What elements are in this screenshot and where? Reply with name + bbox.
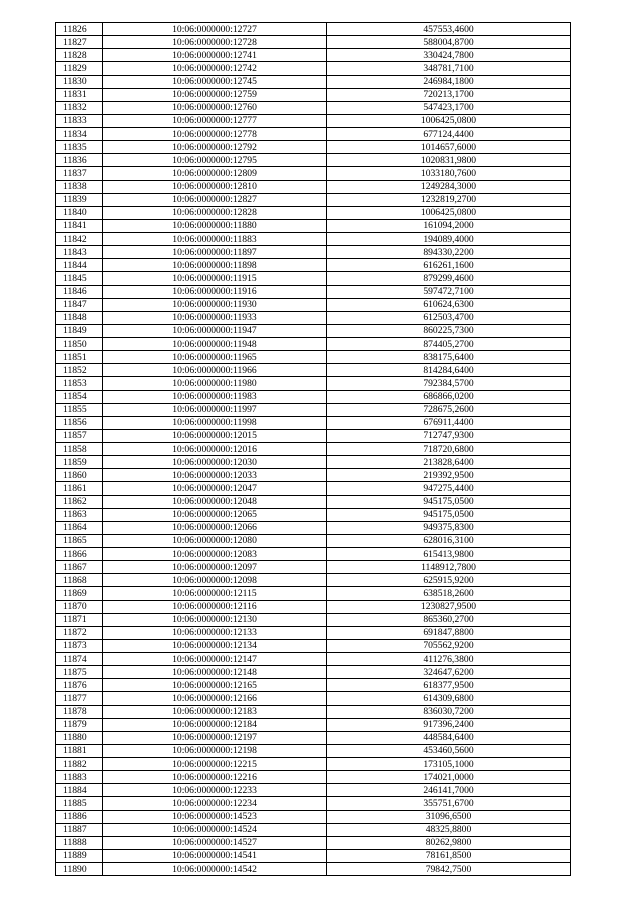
table-row: [56, 206, 571, 219]
table-row: [56, 259, 571, 272]
table-row: [56, 351, 571, 364]
value-cell: 894330,2200: [327, 246, 571, 259]
cadastral-number-cell: 10:06:0000000:11916: [103, 285, 327, 298]
table-row: [56, 771, 571, 784]
value-cell: 174021,0000: [327, 771, 571, 784]
value-cell: 246984,1800: [327, 75, 571, 88]
value-cell: 949375,8300: [327, 521, 571, 534]
value-cell: 1033180,7600: [327, 167, 571, 180]
row-number-cell: 11882: [56, 758, 103, 771]
row-number-cell: 11866: [56, 548, 103, 561]
cadastral-number-cell: 10:06:0000000:12048: [103, 495, 327, 508]
row-number-cell: 11890: [56, 863, 103, 876]
row-number-cell: 11876: [56, 679, 103, 692]
table-row: [56, 233, 571, 246]
value-cell: 625915,9200: [327, 574, 571, 587]
cadastral-number-cell: 10:06:0000000:12215: [103, 758, 327, 771]
row-number-cell: 11834: [56, 128, 103, 141]
row-number-cell: 11841: [56, 219, 103, 232]
value-cell: 618377,9500: [327, 679, 571, 692]
value-cell: 676911,4400: [327, 416, 571, 429]
value-cell: 330424,7800: [327, 49, 571, 62]
value-cell: 1006425,0800: [327, 114, 571, 127]
cadastral-number-cell: 10:06:0000000:12148: [103, 666, 327, 679]
value-cell: 1230827,9500: [327, 600, 571, 613]
value-cell: 547423,1700: [327, 101, 571, 114]
value-cell: 712747,9300: [327, 429, 571, 442]
value-cell: 917396,2400: [327, 718, 571, 731]
value-cell: 865360,2700: [327, 613, 571, 626]
table-row: [56, 508, 571, 521]
cadastral-number-cell: 10:06:0000000:12015: [103, 429, 327, 442]
row-number-cell: 11850: [56, 338, 103, 351]
row-number-cell: 11880: [56, 731, 103, 744]
table-row: [56, 797, 571, 810]
cadastral-number-cell: 10:06:0000000:12065: [103, 508, 327, 521]
value-cell: 355751,6700: [327, 797, 571, 810]
row-number-cell: 11864: [56, 521, 103, 534]
value-cell: 838175,6400: [327, 351, 571, 364]
table-row: [56, 364, 571, 377]
table-row: [56, 521, 571, 534]
row-number-cell: 11827: [56, 36, 103, 49]
value-cell: 80262,9800: [327, 836, 571, 849]
cadastral-number-cell: 10:06:0000000:11880: [103, 219, 327, 232]
row-number-cell: 11878: [56, 705, 103, 718]
table-row: [56, 324, 571, 337]
table-row: [56, 679, 571, 692]
value-cell: 879299,4600: [327, 272, 571, 285]
cadastral-number-cell: 10:06:0000000:14542: [103, 863, 327, 876]
table-row: [56, 403, 571, 416]
table-row: [56, 561, 571, 574]
row-number-cell: 11833: [56, 114, 103, 127]
row-number-cell: 11852: [56, 364, 103, 377]
table-row: [56, 390, 571, 403]
cadastral-number-cell: 10:06:0000000:11997: [103, 403, 327, 416]
value-cell: 324647,6200: [327, 666, 571, 679]
cadastral-number-cell: 10:06:0000000:12809: [103, 167, 327, 180]
cadastral-number-cell: 10:06:0000000:12066: [103, 521, 327, 534]
table-row: [56, 731, 571, 744]
value-cell: 614309,6800: [327, 692, 571, 705]
row-number-cell: 11848: [56, 311, 103, 324]
cadastral-number-cell: 10:06:0000000:12116: [103, 600, 327, 613]
value-cell: 78161,8500: [327, 849, 571, 862]
value-cell: 874405,2700: [327, 338, 571, 351]
row-number-cell: 11849: [56, 324, 103, 337]
table-row: [56, 246, 571, 259]
table-row: [56, 128, 571, 141]
row-number-cell: 11853: [56, 377, 103, 390]
value-cell: 411276,3800: [327, 653, 571, 666]
value-cell: 860225,7300: [327, 324, 571, 337]
table-row: [56, 653, 571, 666]
row-number-cell: 11868: [56, 574, 103, 587]
cadastral-number-cell: 10:06:0000000:12778: [103, 128, 327, 141]
cadastral-value-table: [55, 22, 571, 876]
cadastral-number-cell: 10:06:0000000:12828: [103, 206, 327, 219]
cadastral-number-cell: 10:06:0000000:11983: [103, 390, 327, 403]
table-row: [56, 62, 571, 75]
row-number-cell: 11887: [56, 823, 103, 836]
row-number-cell: 11851: [56, 351, 103, 364]
table-row: [56, 784, 571, 797]
cadastral-number-cell: 10:06:0000000:12741: [103, 49, 327, 62]
cadastral-number-cell: 10:06:0000000:12827: [103, 193, 327, 206]
row-number-cell: 11867: [56, 561, 103, 574]
cadastral-number-cell: 10:06:0000000:11898: [103, 259, 327, 272]
value-cell: 638518,2600: [327, 587, 571, 600]
table-row: [56, 574, 571, 587]
table-row: [56, 49, 571, 62]
row-number-cell: 11843: [56, 246, 103, 259]
cadastral-number-cell: 10:06:0000000:11947: [103, 324, 327, 337]
row-number-cell: 11839: [56, 193, 103, 206]
table-row: [56, 469, 571, 482]
cadastral-number-cell: 10:06:0000000:11965: [103, 351, 327, 364]
value-cell: 219392,9500: [327, 469, 571, 482]
table-row: [56, 810, 571, 823]
cadastral-number-cell: 10:06:0000000:12234: [103, 797, 327, 810]
row-number-cell: 11860: [56, 469, 103, 482]
value-cell: 597472,7100: [327, 285, 571, 298]
value-cell: 348781,7100: [327, 62, 571, 75]
value-cell: 677124,4400: [327, 128, 571, 141]
cadastral-number-cell: 10:06:0000000:12165: [103, 679, 327, 692]
cadastral-number-cell: 10:06:0000000:12792: [103, 141, 327, 154]
value-cell: 453460,5600: [327, 744, 571, 757]
cadastral-number-cell: 10:06:0000000:12130: [103, 613, 327, 626]
value-cell: 616261,1600: [327, 259, 571, 272]
cadastral-number-cell: 10:06:0000000:11897: [103, 246, 327, 259]
row-number-cell: 11886: [56, 810, 103, 823]
cadastral-number-cell: 10:06:0000000:12197: [103, 731, 327, 744]
row-number-cell: 11863: [56, 508, 103, 521]
value-cell: 31096,6500: [327, 810, 571, 823]
table-row: [56, 823, 571, 836]
cadastral-number-cell: 10:06:0000000:12233: [103, 784, 327, 797]
value-cell: 728675,2600: [327, 403, 571, 416]
row-number-cell: 11889: [56, 849, 103, 862]
value-cell: 612503,4700: [327, 311, 571, 324]
row-number-cell: 11826: [56, 23, 103, 36]
cadastral-number-cell: 10:06:0000000:14523: [103, 810, 327, 823]
table-row: [56, 587, 571, 600]
table-body: [56, 23, 571, 876]
table-row: [56, 836, 571, 849]
row-number-cell: 11875: [56, 666, 103, 679]
row-number-cell: 11884: [56, 784, 103, 797]
row-number-cell: 11874: [56, 653, 103, 666]
table-row: [56, 849, 571, 862]
value-cell: 1020831,9800: [327, 154, 571, 167]
value-cell: 720213,1700: [327, 88, 571, 101]
table-row: [56, 285, 571, 298]
cadastral-number-cell: 10:06:0000000:12080: [103, 534, 327, 547]
cadastral-number-cell: 10:06:0000000:12795: [103, 154, 327, 167]
value-cell: 1014657,6000: [327, 141, 571, 154]
table-row: [56, 377, 571, 390]
table-row: [56, 36, 571, 49]
value-cell: 1148912,7800: [327, 561, 571, 574]
table-row: [56, 718, 571, 731]
cadastral-number-cell: 10:06:0000000:12030: [103, 456, 327, 469]
row-number-cell: 11888: [56, 836, 103, 849]
table-row: [56, 193, 571, 206]
row-number-cell: 11879: [56, 718, 103, 731]
value-cell: 79842,7500: [327, 863, 571, 876]
row-number-cell: 11844: [56, 259, 103, 272]
value-cell: 173105,1000: [327, 758, 571, 771]
cadastral-number-cell: 10:06:0000000:14541: [103, 849, 327, 862]
cadastral-number-cell: 10:06:0000000:11915: [103, 272, 327, 285]
value-cell: 792384,5700: [327, 377, 571, 390]
table-row: [56, 613, 571, 626]
cadastral-number-cell: 10:06:0000000:12759: [103, 88, 327, 101]
row-number-cell: 11840: [56, 206, 103, 219]
value-cell: 836030,7200: [327, 705, 571, 718]
row-number-cell: 11871: [56, 613, 103, 626]
cadastral-number-cell: 10:06:0000000:12810: [103, 180, 327, 193]
row-number-cell: 11870: [56, 600, 103, 613]
cadastral-number-cell: 10:06:0000000:12742: [103, 62, 327, 75]
row-number-cell: 11885: [56, 797, 103, 810]
table-row: [56, 88, 571, 101]
cadastral-number-cell: 10:06:0000000:12166: [103, 692, 327, 705]
value-cell: 1006425,0800: [327, 206, 571, 219]
row-number-cell: 11832: [56, 101, 103, 114]
value-cell: 945175,0500: [327, 508, 571, 521]
cadastral-number-cell: 10:06:0000000:12745: [103, 75, 327, 88]
cadastral-number-cell: 10:06:0000000:12198: [103, 744, 327, 757]
table-row: [56, 141, 571, 154]
value-cell: 246141,7000: [327, 784, 571, 797]
row-number-cell: 11862: [56, 495, 103, 508]
table-row: [56, 626, 571, 639]
table-row: [56, 429, 571, 442]
table-row: [56, 154, 571, 167]
table-row: [56, 101, 571, 114]
table-row: [56, 23, 571, 36]
value-cell: 718720,6800: [327, 443, 571, 456]
value-cell: 448584,6400: [327, 731, 571, 744]
value-cell: 610624,6300: [327, 298, 571, 311]
row-number-cell: 11861: [56, 482, 103, 495]
value-cell: 588004,8700: [327, 36, 571, 49]
row-number-cell: 11881: [56, 744, 103, 757]
cadastral-number-cell: 10:06:0000000:12760: [103, 101, 327, 114]
cadastral-number-cell: 10:06:0000000:12083: [103, 548, 327, 561]
value-cell: 686866,0200: [327, 390, 571, 403]
row-number-cell: 11858: [56, 443, 103, 456]
value-cell: 1232819,2700: [327, 193, 571, 206]
table-row: [56, 495, 571, 508]
table-row: [56, 298, 571, 311]
row-number-cell: 11829: [56, 62, 103, 75]
cadastral-number-cell: 10:06:0000000:12147: [103, 653, 327, 666]
table-row: [56, 705, 571, 718]
row-number-cell: 11869: [56, 587, 103, 600]
table-row: [56, 600, 571, 613]
row-number-cell: 11847: [56, 298, 103, 311]
table-row: [56, 219, 571, 232]
table-row: [56, 863, 571, 876]
cadastral-number-cell: 10:06:0000000:12133: [103, 626, 327, 639]
row-number-cell: 11835: [56, 141, 103, 154]
value-cell: 691847,8800: [327, 626, 571, 639]
table-row: [56, 548, 571, 561]
cadastral-number-cell: 10:06:0000000:12098: [103, 574, 327, 587]
row-number-cell: 11872: [56, 626, 103, 639]
row-number-cell: 11836: [56, 154, 103, 167]
cadastral-number-cell: 10:06:0000000:11948: [103, 338, 327, 351]
cadastral-number-cell: 10:06:0000000:12033: [103, 469, 327, 482]
table-row: [56, 639, 571, 652]
row-number-cell: 11845: [56, 272, 103, 285]
table-row: [56, 443, 571, 456]
cadastral-number-cell: 10:06:0000000:14527: [103, 836, 327, 849]
table-row: [56, 534, 571, 547]
row-number-cell: 11857: [56, 429, 103, 442]
cadastral-number-cell: 10:06:0000000:14524: [103, 823, 327, 836]
value-cell: 945175,0500: [327, 495, 571, 508]
cadastral-number-cell: 10:06:0000000:12727: [103, 23, 327, 36]
row-number-cell: 11859: [56, 456, 103, 469]
value-cell: 194089,4000: [327, 233, 571, 246]
row-number-cell: 11838: [56, 180, 103, 193]
table-row: [56, 758, 571, 771]
row-number-cell: 11830: [56, 75, 103, 88]
table-row: [56, 167, 571, 180]
row-number-cell: 11854: [56, 390, 103, 403]
table-row: [56, 114, 571, 127]
cadastral-number-cell: 10:06:0000000:12777: [103, 114, 327, 127]
value-cell: 213828,6400: [327, 456, 571, 469]
value-cell: 1249284,3000: [327, 180, 571, 193]
row-number-cell: 11873: [56, 639, 103, 652]
cadastral-number-cell: 10:06:0000000:11883: [103, 233, 327, 246]
table-row: [56, 311, 571, 324]
cadastral-number-cell: 10:06:0000000:11930: [103, 298, 327, 311]
value-cell: 615413,9800: [327, 548, 571, 561]
row-number-cell: 11877: [56, 692, 103, 705]
row-number-cell: 11831: [56, 88, 103, 101]
value-cell: 947275,4400: [327, 482, 571, 495]
cadastral-number-cell: 10:06:0000000:12184: [103, 718, 327, 731]
table-row: [56, 338, 571, 351]
value-cell: 628016,3100: [327, 534, 571, 547]
value-cell: 48325,8800: [327, 823, 571, 836]
cadastral-number-cell: 10:06:0000000:12047: [103, 482, 327, 495]
table-row: [56, 666, 571, 679]
row-number-cell: 11855: [56, 403, 103, 416]
cadastral-number-cell: 10:06:0000000:11998: [103, 416, 327, 429]
value-cell: 457553,4600: [327, 23, 571, 36]
cadastral-number-cell: 10:06:0000000:12016: [103, 443, 327, 456]
row-number-cell: 11883: [56, 771, 103, 784]
value-cell: 161094,2000: [327, 219, 571, 232]
row-number-cell: 11856: [56, 416, 103, 429]
value-cell: 705562,9200: [327, 639, 571, 652]
table-row: [56, 272, 571, 285]
row-number-cell: 11837: [56, 167, 103, 180]
cadastral-number-cell: 10:06:0000000:12134: [103, 639, 327, 652]
cadastral-number-cell: 10:06:0000000:12097: [103, 561, 327, 574]
cadastral-number-cell: 10:06:0000000:12728: [103, 36, 327, 49]
row-number-cell: 11865: [56, 534, 103, 547]
cadastral-number-cell: 10:06:0000000:12115: [103, 587, 327, 600]
table-row: [56, 416, 571, 429]
value-cell: 814284,6400: [327, 364, 571, 377]
cadastral-number-cell: 10:06:0000000:12216: [103, 771, 327, 784]
cadastral-number-cell: 10:06:0000000:11966: [103, 364, 327, 377]
cadastral-number-cell: 10:06:0000000:11933: [103, 311, 327, 324]
cadastral-number-cell: 10:06:0000000:11980: [103, 377, 327, 390]
table-row: [56, 482, 571, 495]
row-number-cell: 11842: [56, 233, 103, 246]
table-row: [56, 75, 571, 88]
table-row: [56, 456, 571, 469]
table-row: [56, 692, 571, 705]
row-number-cell: 11846: [56, 285, 103, 298]
table-row: [56, 180, 571, 193]
row-number-cell: 11828: [56, 49, 103, 62]
cadastral-number-cell: 10:06:0000000:12183: [103, 705, 327, 718]
table-row: [56, 744, 571, 757]
